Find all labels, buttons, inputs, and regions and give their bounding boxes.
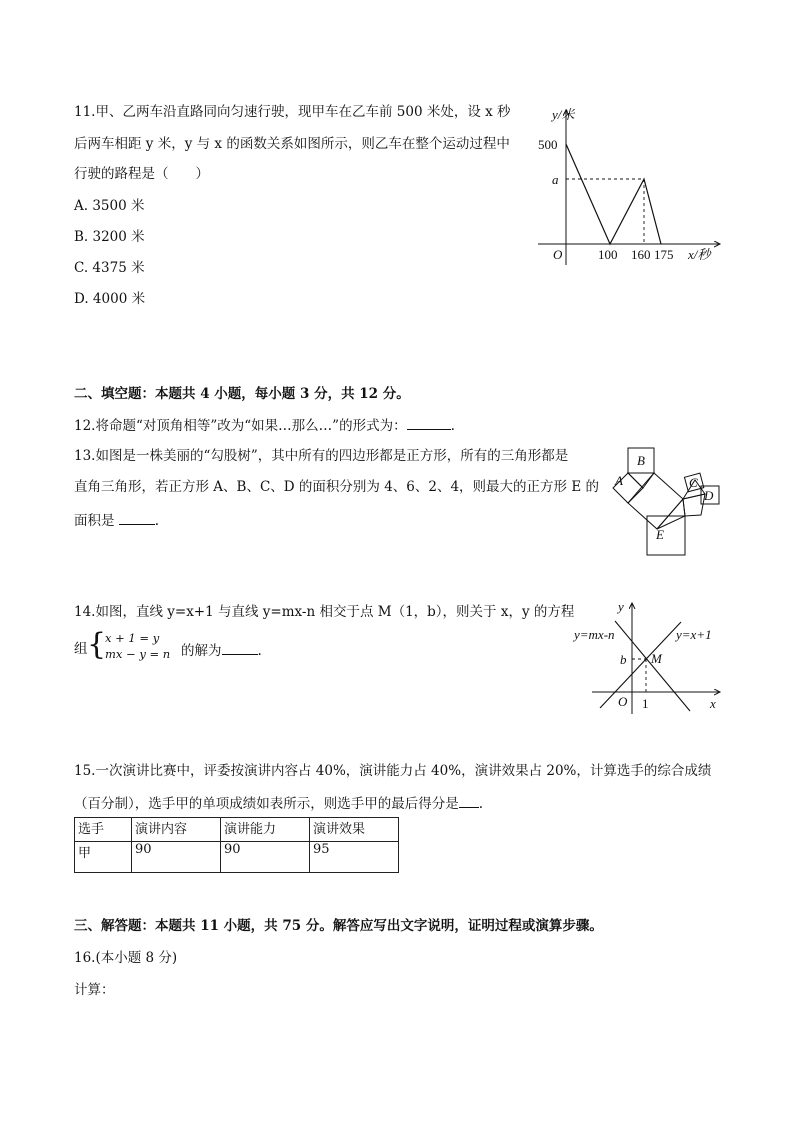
table-header-cell: 演讲效果 [310,818,399,842]
q11-option-a: A. 3500 米 [74,198,145,214]
q14-brace: { [87,627,107,662]
label-a: A [615,473,623,488]
q16-title: 16.(本小题 8 分) [74,950,178,966]
q14-suffix: 的解为 [181,643,222,659]
label-b: B [637,453,645,468]
q11-graph [530,100,730,270]
q11-line1: 11.甲、乙两车沿直路同向匀速行驶，现甲车在乙车前 500 米处，设 x 秒 [74,104,511,120]
table-cell: 甲 [75,842,132,873]
q14-end: . [257,643,262,659]
q14-y-label: y [618,599,624,614]
q13-line2: 直角三角形，若正方形 A、B、C、D 的面积分别为 4、6、2、4，则最大的正方形 E 的 [74,479,599,495]
q14-x-label: x [710,696,716,711]
q13-answer-blank [119,510,155,525]
q11-origin: O [553,247,563,262]
table-header-cell: 演讲能力 [221,818,310,842]
table-header-cell: 选手 [75,818,132,842]
label-c: C [689,475,698,490]
q14-point-m: M [651,651,662,666]
section3-heading: 三、解答题：本题共 11 小题，共 75 分。解答应写出文字说明，证明过程或演算步骤。 [74,918,603,934]
q11-x-tick-160: 160 [631,247,651,262]
q14-suffix-wrap [181,640,262,660]
q14-line1: 14.如图，直线 y=x+1 与直线 y=mx-n 相交于点 M（1，b），则关于 x，y 的方程 [74,604,575,620]
q12-line [74,415,455,435]
q15-end: . [478,796,484,812]
q13-pythagoras-tree [605,440,730,560]
q11-y-axis-label: y/米 [552,107,575,122]
q11-option-d: D. 4000 米 [74,291,146,307]
q15-line2: （百分制），选手甲的单项成绩如表所示，则选手甲的最后得分是 [74,796,459,812]
q15-answer-blank [459,793,479,808]
q11-x-tick-175: 175 [654,247,674,262]
label-e: E [656,527,664,542]
table-cell: 95 [310,842,399,873]
q15-score-table [74,817,399,873]
q14-eq1: x + 1 = y [105,631,160,645]
triangle-bottom [657,499,685,529]
label-d: D [704,488,714,503]
q14-graph [570,598,730,716]
q14-label-mx-n: y=mx-n [574,627,615,642]
table-row [75,842,399,873]
table-cell: 90 [132,842,221,873]
q11-distance-curve [566,144,661,244]
q11-line3: 行驶的路程是（ ） [74,166,209,182]
table-cell: 90 [221,842,310,873]
q11-line2: 后两车相距 y 米，y 与 x 的函数关系如图所示，则乙车在整个运动过程中 [74,136,510,152]
q14-eq2: mx − y = n [105,647,171,661]
q11-x-tick-100: 100 [598,247,618,262]
q13-line1: 13.如图是一株美丽的“勾股树”，其中所有的四边形都是正方形，所有的三角形都是 [74,448,569,464]
q14-x-tick-1: 1 [642,696,649,711]
square-e [647,516,685,555]
q13-end: . [154,513,160,529]
table-header-row [75,818,399,842]
q12-text: 12.将命题“对顶角相等”改为“如果…那么…”的形式为： [74,418,407,434]
q12-answer-blank [407,415,451,430]
q13-line3: 面积是 [74,513,115,529]
q11-y-tick-500: 500 [538,137,558,152]
square-middle-right [683,494,705,516]
q11-x-axis-label: x/秒 [688,247,711,262]
q14-prefix: 组 [74,641,88,657]
q13-line3-wrap [74,510,159,530]
q14-label-x-1: y=x+1 [676,627,712,642]
q15-line2-wrap [74,793,483,813]
q12-end: . [450,418,455,434]
table-header-cell: 演讲内容 [132,818,221,842]
q14-origin: O [618,694,628,709]
q14-b-label: b [620,652,627,667]
q15-line1: 15.一次演讲比赛中，评委按演讲内容占 40%，演讲能力占 40%，演讲效果占 20%，计算选手的综合成绩 [74,763,712,779]
q11-y-tick-a: a [552,172,559,187]
triangle-top-left [628,473,654,488]
q11-option-c: C. 4375 米 [74,260,145,276]
q11-option-b: B. 3200 米 [74,229,145,245]
q16-prompt: 计算： [74,982,115,998]
q14-answer-blank [222,640,258,655]
section2-heading: 二、填空题：本题共 4 小题，每小题 3 分，共 12 分。 [74,386,410,402]
